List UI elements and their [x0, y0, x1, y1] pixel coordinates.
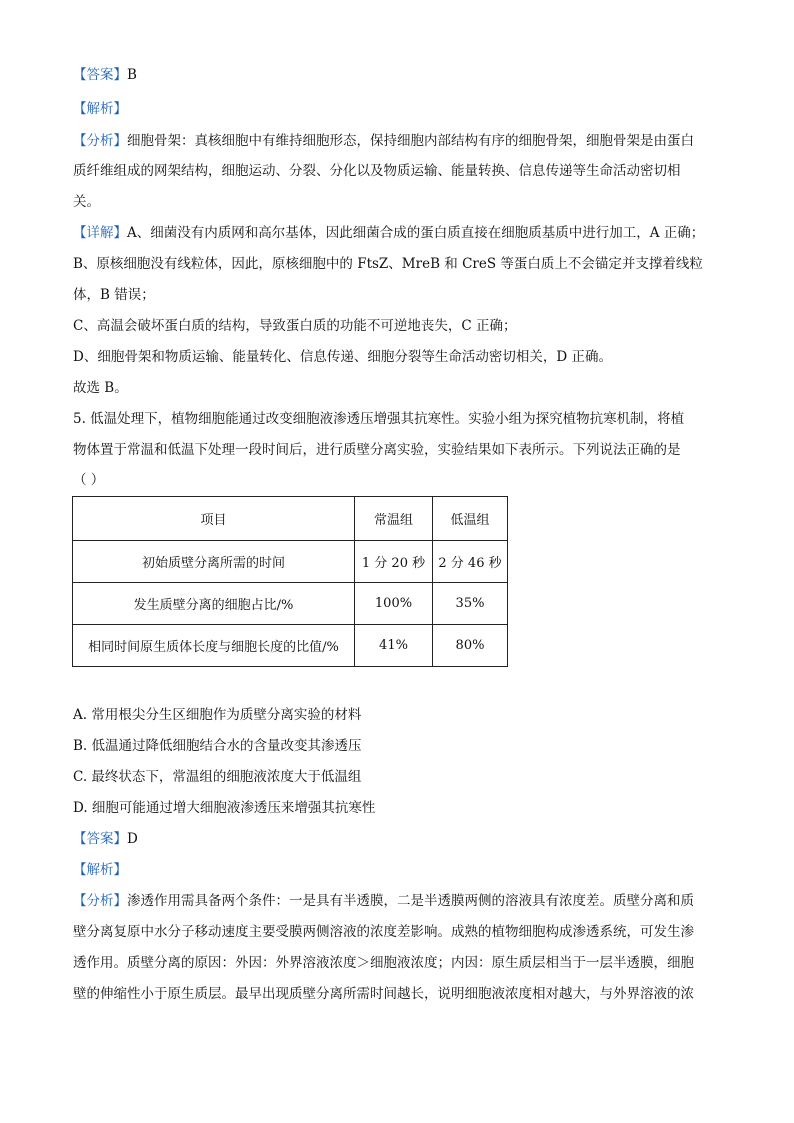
- answer-line: [73, 65, 137, 85]
- xiangjie-line: [73, 223, 704, 243]
- fenxi-line: 关。: [73, 194, 100, 210]
- table-cell: 80%: [433, 625, 508, 667]
- fenxi-line: [73, 131, 694, 151]
- xiangjie-line: B、原核细胞没有线粒体，因此，原核细胞中的 FtsZ、MreB 和 CreS 等蛋白质上不会锚定并支撑着线粒: [73, 256, 703, 272]
- table-cell: 初始质壁分离所需的时间: [73, 541, 355, 583]
- fenxi-text: 细胞骨架：真核细胞中有维持细胞形态，保持细胞内部结构有序的细胞骨架，细胞骨架是由蛋白: [127, 133, 694, 149]
- fenxi-line: 壁分离复原中水分子移动速度主要受膜两侧溶液的浓度差影响。成熟的植物细胞构成渗透系统，可发生渗: [73, 924, 694, 940]
- answer-tag: 【答案】: [73, 831, 127, 847]
- table-cell: 相同时间原生质体长度与细胞长度的比值/%: [73, 625, 355, 667]
- table-row: [73, 583, 508, 625]
- fenxi-line: 透作用。质壁分离的原因：外因：外界溶液浓度＞细胞液浓度；内因：原生质层相当于一层半透膜，细胞: [73, 955, 694, 971]
- table-header-cell: 低温组: [433, 497, 508, 541]
- option-a: A. 常用根尖分生区细胞作为质壁分离实验的材料: [73, 707, 362, 723]
- xiangjie-line: D、细胞骨架和物质运输、能量转化、信息传递、细胞分裂等生命活动密切相关，D 正确。: [73, 349, 612, 365]
- option-d: D. 细胞可能通过增大细胞液渗透压来增强其抗寒性: [73, 800, 376, 816]
- fenxi-text: 渗透作用需具备两个条件：一是具有半透膜，二是半透膜两侧的溶液具有浓度差。质壁分离和质: [127, 893, 694, 909]
- answer-value: D: [127, 831, 138, 847]
- table-row: [73, 541, 508, 583]
- answer-value: B: [127, 67, 137, 83]
- xiangjie-line: C、高温会破坏蛋白质的结构，导致蛋白质的功能不可逆地丧失，C 正确；: [73, 318, 517, 334]
- table-row: [73, 625, 508, 667]
- conclusion-line: 故选 B。: [73, 380, 128, 396]
- xiangjie-text: A、细菌没有内质网和高尔基体，因此细菌合成的蛋白质直接在细胞质基质中进行加工，A 正确；: [127, 225, 705, 241]
- table-header-cell: 常温组: [355, 497, 433, 541]
- question-stem: 5. 低温处理下，植物细胞能通过改变细胞液渗透压增强其抗寒性。实验小组为探究植物抗寒机制，将植: [73, 411, 685, 427]
- xiangjie-tag: 【详解】: [73, 225, 127, 241]
- option-b: B. 低温通过降低细胞结合水的含量改变其渗透压: [73, 738, 362, 754]
- table-cell: 发生质壁分离的细胞占比/%: [73, 583, 355, 625]
- table-cell: 100%: [355, 583, 433, 625]
- fenxi-line: [73, 891, 694, 911]
- option-c: C. 最终状态下，常温组的细胞液浓度大于低温组: [73, 769, 362, 785]
- fenxi-tag: 【分析】: [73, 893, 127, 909]
- table-cell: 41%: [355, 625, 433, 667]
- answer-blank: （ ）: [73, 472, 105, 488]
- answer-line: [73, 829, 138, 849]
- table-header-row: [73, 497, 508, 541]
- answer-tag: 【答案】: [73, 67, 127, 83]
- question-stem: 物体置于常温和低温下处理一段时间后，进行质壁分离实验，实验结果如下表所示。下列说法正确的是: [73, 442, 681, 458]
- table-cell: 2 分 46 秒: [433, 541, 508, 583]
- fenxi-line: 壁的伸缩性小于原生质层。最早出现质壁分离所需时间越长，说明细胞液浓度相对越大，与外界溶液的浓: [73, 986, 694, 1002]
- xiangjie-line: 体，B 错误；: [73, 287, 155, 303]
- analysis-tag: 【解析】: [73, 101, 127, 117]
- table-header-cell: 项目: [73, 497, 355, 541]
- fenxi-tag: 【分析】: [73, 133, 127, 149]
- table-cell: 1 分 20 秒: [355, 541, 433, 583]
- table-cell: 35%: [433, 583, 508, 625]
- analysis-tag: 【解析】: [73, 862, 127, 878]
- fenxi-line: 质纤维组成的网架结构，细胞运动、分裂、分化以及物质运输、能量转换、信息传递等生命活动密切相: [73, 163, 681, 179]
- experiment-table: [72, 496, 508, 667]
